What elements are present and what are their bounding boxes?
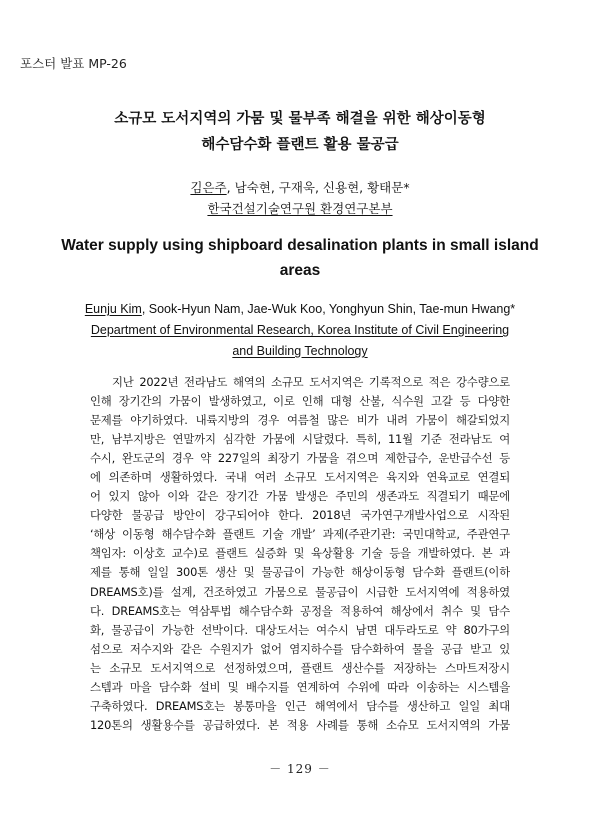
korean-title-line-1: 소규모 도서지역의 가뭄 및 물부족 해결을 위한 해상이동형 xyxy=(114,111,486,127)
korean-authors-block xyxy=(0,177,600,219)
english-affiliation-text-1: Department of Environmental Research, Korea Institute of Civil Engineering xyxy=(90,323,510,337)
body-line: 만, 남부지방은 연말까지 심각한 가뭄에 시달렸다. 특히, 11월 기준 전라남도 여 xyxy=(90,432,510,447)
korean-first-author: 김은주 xyxy=(190,180,227,195)
english-title-line-1: Water supply using shipboard desalination plants in small island xyxy=(61,237,539,254)
body-line: 인해 장기간의 가뭄이 발생하였고, 이로 인해 대형 산불, 식수원 고갈 등 다양한 xyxy=(90,394,510,409)
body-line: ‘해상 이동형 해수담수화 플랜트 기술 개발’ 과제(주관기관: 국민대학교, 주관연구 xyxy=(90,527,510,542)
body-line: 문제를 야기하였다. 내륙지방의 경우 여름철 많은 비가 내려 가뭄이 해갈되었지 xyxy=(90,413,510,428)
body-line: 수시, 완도군의 경우 약 227일의 최장기 가뭄을 겪으며 제한급수, 운반급수선 등 xyxy=(90,451,510,466)
english-first-author: Eunju Kim xyxy=(84,302,142,316)
body-line: 책임자: 이상호 교수)로 플랜트 실증화 및 육상활용 기술 등을 개발하였다. 본 과 xyxy=(90,546,510,561)
english-title xyxy=(0,233,600,283)
body-line: 섬으로 저수지와 같은 수원지가 없어 염지하수를 담수화하여 물을 공급 받고 있 xyxy=(90,641,510,656)
body-line: 다. DREAMS호는 역삼투법 해수담수화 공정을 적용하여 해상에서 취수 및 담수 xyxy=(90,603,510,618)
body-line: DREAMS호)를 설계, 건조하였고 가뭄으로 물공급이 시급한 도서지역에 적용하였 xyxy=(90,584,510,599)
body-line: 다양한 물공급 방안이 강구되어야 한다. 2018년 국가연구개발사업으로 시작된 xyxy=(90,508,510,523)
poster-label: 포스터 발표 MP-26 xyxy=(20,56,127,71)
english-coauthors: , Sook-Hyun Nam, Jae-Wuk Koo, Yonghyun Shin, Tae-mun Hwang* xyxy=(141,302,516,316)
english-affiliation-line-2 xyxy=(0,341,600,362)
korean-coauthors: , 남숙현, 구재욱, 신용현, 황태문* xyxy=(226,180,410,195)
korean-authors xyxy=(0,177,600,198)
korean-affiliation xyxy=(0,198,600,219)
body-line: 화, 물공급이 가능한 선박이다. 대상도서는 여수시 남면 대두라도로 약 80가구의 xyxy=(90,622,510,637)
english-title-line-2: areas xyxy=(279,262,321,279)
english-authors-block xyxy=(0,299,600,362)
body-line: 제를 통해 일일 300톤 생산 및 물공급이 가능한 해상이동형 담수화 플랜트(이하 xyxy=(90,565,510,580)
body-line: 에 의존하며 생활하였다. 국내 여러 소규모 도서지역은 육지와 연육교로 연결되 xyxy=(90,470,510,485)
korean-title xyxy=(0,106,600,158)
english-affiliation-text-2: and Building Technology xyxy=(232,344,368,358)
english-affiliation-line-1 xyxy=(0,320,600,341)
korean-title-line-2: 해수담수화 플랜트 활용 물공급 xyxy=(201,137,399,153)
body-line: 는 소규모 도서지역으로 선정하였으며, 플랜트 생산수를 저장하는 스마트저장시 xyxy=(90,660,510,675)
body-line: 지난 2022년 전라남도 해역의 소규모 도서지역은 기록적으로 적은 강수량으로 xyxy=(112,375,510,389)
body-line: 120톤의 생활용수를 공급하였다. 본 적용 사례를 통해 소슈모 도서지역의 가뭄 xyxy=(90,717,510,732)
body-line: 어 있지 않아 이와 같은 장기간 가뭄 발생은 주민의 생존과도 직결되기 때문에 xyxy=(90,489,510,504)
korean-affiliation-text: 한국건설기술연구원 환경연구본부 xyxy=(207,201,393,216)
abstract-body xyxy=(90,373,510,735)
page-number: － 129 － xyxy=(269,762,331,776)
english-authors xyxy=(0,299,600,320)
body-line: 구축하였다. DREAMS호는 봉통마을 인근 해역에서 담수를 생산하고 일일 최대 xyxy=(90,698,510,713)
body-line: 스템과 마을 담수화 설비 및 배수지를 연계하여 수위에 따라 이송하는 시스템을 xyxy=(90,679,510,694)
